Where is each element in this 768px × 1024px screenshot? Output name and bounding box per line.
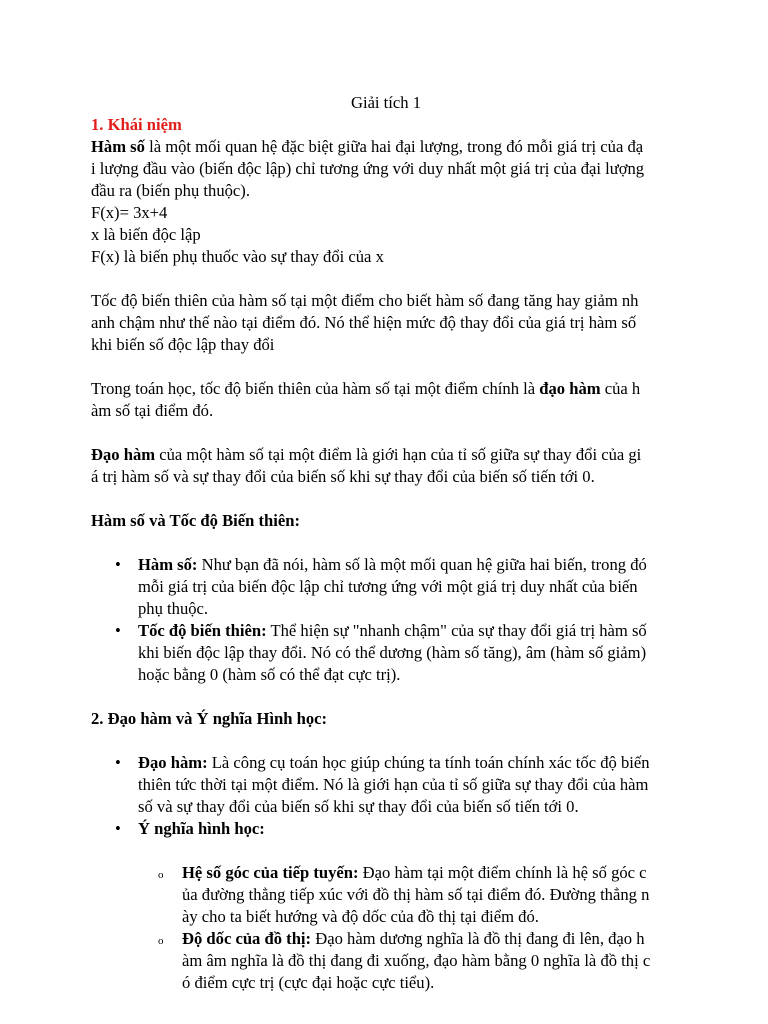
list-item-term: Độ dốc của đồ thị:: [182, 929, 312, 948]
sub-bullet-list: [91, 862, 681, 994]
list-item-text: Thể hiện sự "nhanh chậm" của sự thay đổi giá trị hàm số: [266, 621, 647, 640]
rate-paragraph: [91, 290, 681, 356]
paragraph-text: là một mối quan hệ đặc biệt giữa hai đại lượng, trong đó mỗi giá trị của đạ: [144, 137, 644, 156]
list-item: [91, 554, 681, 620]
list-item-text: số và sự thay đổi của biến số khi sự thay đổi của biến số tiến tới 0.: [138, 797, 579, 816]
section-heading: Hàm số và Tốc độ Biến thiên:: [91, 511, 300, 530]
paragraph-text: anh chậm như thế nào tại điểm đó. Nó thể hiện mức độ thay đổi của giá trị hàm số: [91, 313, 637, 332]
bullet-icon: •: [115, 753, 121, 772]
list-item-text: Đạo hàm tại một điểm chính là hệ số góc c: [358, 863, 647, 882]
paragraph-text: của h: [600, 379, 641, 398]
sub-list-item: [91, 928, 681, 994]
list-item: [91, 818, 681, 840]
list-item-term: Ý nghĩa hình học:: [138, 819, 265, 838]
list-item-text: ó điểm cực trị (cực đại hoặc cực tiểu).: [182, 973, 435, 992]
paragraph-text: i lượng đầu vào (biến độc lập) chỉ tương ứng với duy nhất một giá trị của đại lượng: [91, 159, 645, 178]
list-item: [91, 752, 681, 818]
paragraph-text: àm số tại điểm đó.: [91, 401, 214, 420]
paragraph-text: khi biến số độc lập thay đổi: [91, 335, 275, 354]
list-item: [91, 620, 681, 686]
list-item-text: khi biến độc lập thay đổi. Nó có thể dương (hàm số tăng), âm (hàm số giảm): [138, 643, 647, 662]
list-item-text: àm âm nghĩa là đồ thị đang đi xuống, đạo hàm bằng 0 nghĩa là đồ thị c: [182, 951, 651, 970]
list-item-text: mỗi giá trị của biến độc lập chỉ tương ứng với một giá trị duy nhất của biến: [138, 577, 638, 596]
math-paragraph: [91, 378, 681, 422]
paragraph-text: của một hàm số tại một điểm là giới hạn của tỉ số giữa sự thay đổi của gi: [155, 445, 642, 464]
list-item-term: Hệ số góc của tiếp tuyến:: [182, 863, 359, 882]
circle-bullet-icon: o: [158, 869, 164, 881]
term-ham-so: Hàm số: [91, 137, 145, 156]
document-title: Giải tích 1: [350, 93, 422, 112]
list-item-term: Hàm số:: [138, 555, 198, 574]
list-item-text: phụ thuộc.: [138, 599, 209, 618]
derivative-paragraph: [91, 444, 681, 488]
list-item-text: Là công cụ toán học giúp chúng ta tính toán chính xác tốc độ biến: [207, 753, 650, 772]
paragraph-text: đầu ra (biến phụ thuộc).: [91, 181, 250, 200]
list-item-text: ủa đường thẳng tiếp xúc với đồ thị hàm số tại điểm đó. Đường thẳng n: [182, 885, 650, 904]
list-item-text: Đạo hàm dương nghĩa là đồ thị đang đi lên, đạo h: [311, 929, 645, 948]
term-dao-ham: đạo hàm: [539, 379, 601, 398]
bullet-icon: •: [115, 621, 121, 640]
bullet-icon: •: [115, 555, 121, 574]
bullet-list-2: [91, 752, 681, 840]
list-item-term: Tốc độ biến thiên:: [138, 621, 267, 640]
term-dao-ham: Đạo hàm: [91, 445, 156, 464]
list-item-text: Như bạn đã nói, hàm số là một mối quan hệ giữa hai biến, trong đó: [197, 555, 647, 574]
formula: F(x)= 3x+4: [91, 203, 168, 222]
list-item-text: ày cho ta biết hướng và độ dốc của đồ thị tại điểm đó.: [182, 907, 539, 926]
definition-paragraph: [91, 136, 681, 202]
paragraph-text: Tốc độ biến thiên của hàm số tại một điểm cho biết hàm số đang tăng hay giảm nh: [91, 291, 639, 310]
document-body: [91, 92, 681, 994]
bullet-list-1: [91, 554, 681, 686]
bullet-icon: •: [115, 819, 121, 838]
paragraph-text: Trong toán học, tốc độ biến thiên của hàm số tại một điểm chính là: [91, 379, 540, 398]
list-item-term: Đạo hàm:: [138, 753, 208, 772]
section-1-heading: 1. Khái niệm: [91, 115, 182, 134]
list-item-text: thiên tức thời tại một điểm. Nó là giới hạn của tỉ số giữa sự thay đổi của hàm: [138, 775, 649, 794]
paragraph-text: á trị hàm số và sự thay đổi của biến số khi sự thay đổi của biến số tiến tới 0.: [91, 467, 595, 486]
sub-list-item: [91, 862, 681, 928]
list-item-text: hoặc bằng 0 (hàm số có thể đạt cực trị).: [138, 665, 401, 684]
circle-bullet-icon: o: [158, 935, 164, 947]
variable-note: x là biến độc lập: [91, 225, 201, 244]
variable-note: F(x) là biến phụ thuốc vào sự thay đổi của x: [91, 247, 384, 266]
section-2-heading: 2. Đạo hàm và Ý nghĩa Hình học:: [91, 709, 328, 728]
